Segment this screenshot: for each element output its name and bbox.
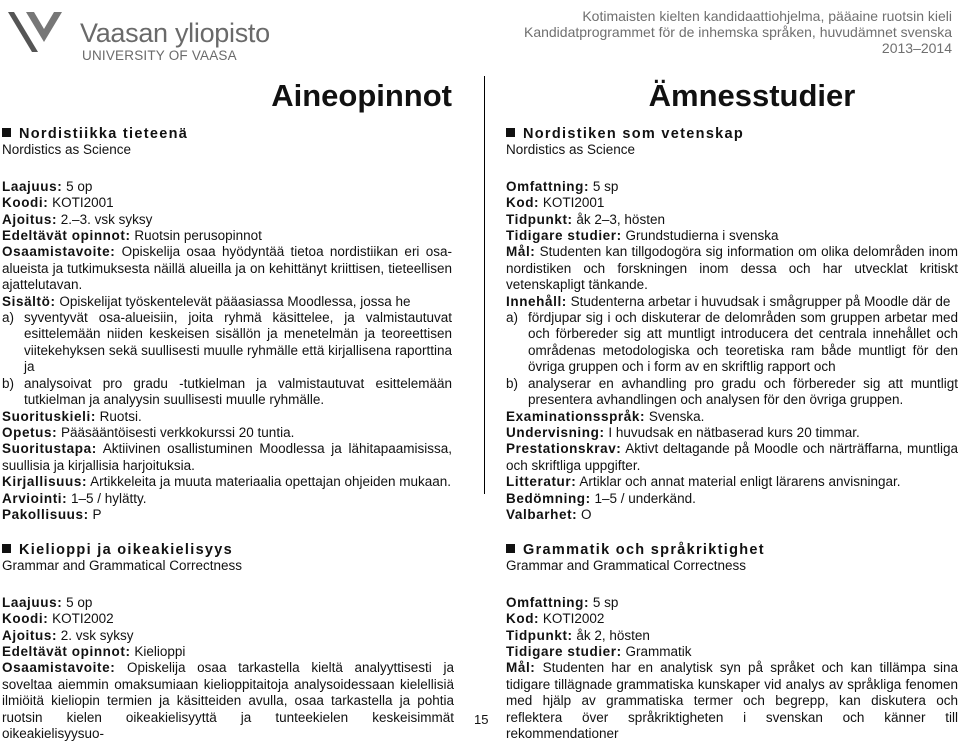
field-value: KOTI2002 [48,611,114,627]
course-heading [506,126,958,142]
field-label: Omfattning: [506,178,590,194]
field-value: Studenten har en analytisk syn på språket och kan tillämpa sina tidigare tillägnade grammatiska kunskaper vid analys av språkliga fenomen med hjälp av grammatiska termer och begrepp, kan diskutera och reflektera över språkriktigheten i svenskan och känner till rekommendationer [506,660,958,742]
field-label: Tidpunkt: [506,627,573,643]
field-label: Ajoitus: [2,627,58,643]
field-value: 1–5 / underkänd. [590,490,696,506]
course-heading [506,542,958,558]
list-text: analysoivat pro gradu -tutkielman ja valmistautuvat esittelemään tutkielman ja analyysin suullisesti muulle ryhmälle. [24,375,452,408]
field-value: 5 op [62,178,93,194]
course-field [2,195,452,211]
course-field [506,228,958,244]
field-value: 5 sp [589,178,619,194]
list-marker: b) [2,375,15,391]
column-divider [484,76,485,494]
bullet-square-icon [2,128,11,137]
course-field [2,507,452,523]
course-english-name: Nordistics as Science [2,142,132,158]
field-label: Koodi: [2,611,49,627]
field-value: Kielioppi [130,644,186,660]
course-field [2,294,452,310]
course-field [506,628,958,644]
list-item [506,310,958,376]
field-value: Artiklar och annat material enligt lärarens anvisningar. [576,474,901,490]
course-field [2,660,454,742]
field-value: åk 2–3, hösten [572,211,665,227]
field-value: O [577,506,592,522]
field-label: Prestationskrav: [506,441,622,457]
field-label: Edeltävät opinnot: [2,644,131,660]
course-english-name: Grammar and Grammatical Correctness [2,558,243,574]
page-header [524,8,952,56]
field-value: 5 op [62,594,93,610]
course-field [506,611,958,627]
field-value: KOTI2001 [48,195,114,211]
course-name: Nordistiken som vetenskap [523,126,745,142]
left-course-2 [2,532,454,742]
field-value: 2. vsk syksy [57,627,134,643]
field-value: Ruotsi. [95,408,142,424]
course-field [2,425,452,441]
course-field [506,212,958,228]
field-value: 5 sp [589,594,619,610]
course-field [506,195,958,211]
course-field [506,595,958,611]
left-column [2,76,452,523]
field-label: Opetus: [2,424,58,440]
course-field [506,491,958,507]
course-field [506,507,958,523]
list-item [506,376,958,409]
field-value: Svenska. [645,408,705,424]
course-field [2,474,452,490]
field-label: Undervisning: [506,424,605,440]
right-course-1 [506,126,958,523]
course-field [2,409,452,425]
course-name: Nordistiikka tieteenä [19,126,189,142]
field-value: 2.–3. vsk syksy [57,211,153,227]
course-field [506,244,958,293]
course-field [2,628,454,644]
field-value: Aktiivinen osallistuminen Moodlessa ja lähitapaamisissa, suullisia ja kirjallisia harjoituksia. [2,441,452,473]
field-label: Ajoitus: [2,211,58,227]
list-marker: a) [2,310,15,326]
field-label: Tidpunkt: [506,211,573,227]
field-value: Opiskelijat työskentelevät pääasiassa Moodlessa, jossa he [55,293,411,309]
field-label: Laajuus: [2,178,63,194]
bullet-square-icon [506,128,515,137]
field-value: P [88,506,102,522]
course-field [2,179,452,195]
field-label: Laajuus: [2,594,63,610]
right-column [506,76,958,523]
field-value: Studenten kan tillgodogöra sig information om olika delområden inom nordistiken och forskningen inom dessa och har utvecklat kritiskt vetenskapligt tänkande. [506,244,958,293]
course-field [2,228,452,244]
field-label: Bedömning: [506,490,591,506]
bullet-square-icon [2,544,11,553]
list-item [2,376,452,409]
field-label: Mål: [506,660,536,676]
university-logo [4,8,274,63]
course-english-name: Grammar and Grammatical Correctness [506,558,747,574]
course-name: Grammatik och språkriktighet [523,542,765,558]
field-label: Kirjallisuus: [2,474,88,490]
field-label: Koodi: [2,195,49,211]
course-field [506,425,958,441]
field-value: Grammatik [621,644,692,660]
course-name: Kielioppi ja oikeakielisyys [19,542,234,558]
course-field [2,441,452,474]
field-value: Ruotsin perusopinnot [130,228,262,244]
header-line-2: Kandidatprogrammet för de inhemska språken, huvudämnet svenska [523,24,952,40]
list-marker: b) [506,375,519,391]
course-field [2,212,452,228]
course-field [506,441,958,474]
course-field [2,644,454,660]
course-field [506,660,958,742]
field-value: I huvudsak en nätbaserad kurs 20 timmar. [604,424,860,440]
field-value: Pääsääntöisesti verkkokurssi 20 tuntia. [57,424,295,440]
field-label: Pakollisuus: [2,506,89,522]
list-text: analyserar en avhandling pro gradu och förbereder sig att muntligt presentera avhandlingen och analysen för den övriga gruppen. [528,375,958,408]
field-label: Innehåll: [506,293,567,309]
field-value: Studenterna arbetar i huvudsak i smågrupper på Moodle där de [566,293,951,309]
field-value: Artikkeleita ja muuta materiaalia opettajan ohjeiden mukaan. [87,474,452,490]
logo-subtitle: UNIVERSITY OF VAASA [82,48,237,63]
course-heading [2,542,454,558]
field-value: 1–5 / hylätty. [67,490,147,506]
header-line-1: Kotimaisten kielten kandidaattiohjelma, pääaine ruotsin kieli [582,8,952,24]
list-text: syventyvät osa-alueisiin, joita ryhmä käsittelee, ja valmistautuvat esittelemään niiden keskeisen sisällön ja menetelmän ja teoreettisen viitekehyksen sekä suullisesti muulle ryhmälle että kirjallisena raporttina ja [24,310,452,375]
field-label: Suoritustapa: [2,441,97,457]
field-label: Examinationsspråk: [506,408,646,424]
left-title: Aineopinnot [271,78,452,113]
course-heading [2,126,452,142]
field-label: Suorituskieli: [2,408,96,424]
field-label: Litteratur: [506,474,577,490]
right-title: Ämnesstudier [648,78,856,113]
left-course-1 [2,126,452,523]
field-label: Osaamistavoite: [2,244,116,260]
course-field [506,644,958,660]
field-label: Kod: [506,195,540,211]
header-line-3: 2013–2014 [881,40,952,56]
field-value: Aktivt deltagande på Moodle och närträffarna, muntliga och skriftliga uppgifter. [506,441,958,473]
course-field [2,491,452,507]
list-item [2,310,452,376]
course-field [506,294,958,310]
field-label: Osaamistavoite: [2,660,116,676]
field-label: Omfattning: [506,594,590,610]
course-field [2,595,454,611]
page-number: 15 [474,712,489,727]
field-label: Tidigare studier: [506,228,622,244]
university-logo-mark [4,8,70,56]
field-label: Kod: [506,611,540,627]
course-field [506,179,958,195]
field-value: åk 2, hösten [572,627,650,643]
field-value: Opiskelija osaa hyödyntää tietoa nordistiikan eri osa-alueista ja tutkimuksesta näillä alueilla ja on kehittänyt kriittisen, tieteellisen ajattelutavan. [2,244,452,293]
right-course-2 [506,532,958,742]
field-label: Mål: [506,244,536,260]
course-field [2,244,452,293]
course-field [506,409,958,425]
course-field [506,474,958,490]
field-label: Arviointi: [2,490,68,506]
field-value: Opiskelija osaa tarkastella kieltä analyyttisesti ja soveltaa aiemmin omaksumiaan kielioppitaitoja analysoidessaan kielellisiä ilmiöitä kieliopin termien ja käsitteiden avulla, osaa tarkastella ja pohtia ruotsin kielen oikeakielisyyttä ja tunteekielen keskeisimmät oikeakielisyysuo- [2,660,454,742]
field-value: KOTI2002 [539,611,605,627]
field-value: KOTI2001 [539,195,605,211]
course-field [2,611,454,627]
bullet-square-icon [506,544,515,553]
field-label: Tidigare studier: [506,644,622,660]
logo-name: Vaasan yliopisto [80,18,270,48]
list-text: fördjupar sig i och diskuterar de delområden som gruppen arbetar med och förbereder sig att muntligt introducera det centrala innehållet och områdenas metodologiska och teoretiska ram både muntligt för den övriga gruppen och i form av en skriftlig rapport och [528,310,958,375]
course-english-name: Nordistics as Science [506,142,636,158]
list-marker: a) [506,310,519,326]
field-label: Valbarhet: [506,506,578,522]
field-value: Grundstudierna i svenska [621,228,779,244]
field-label: Edeltävät opinnot: [2,228,131,244]
field-label: Sisältö: [2,293,56,309]
